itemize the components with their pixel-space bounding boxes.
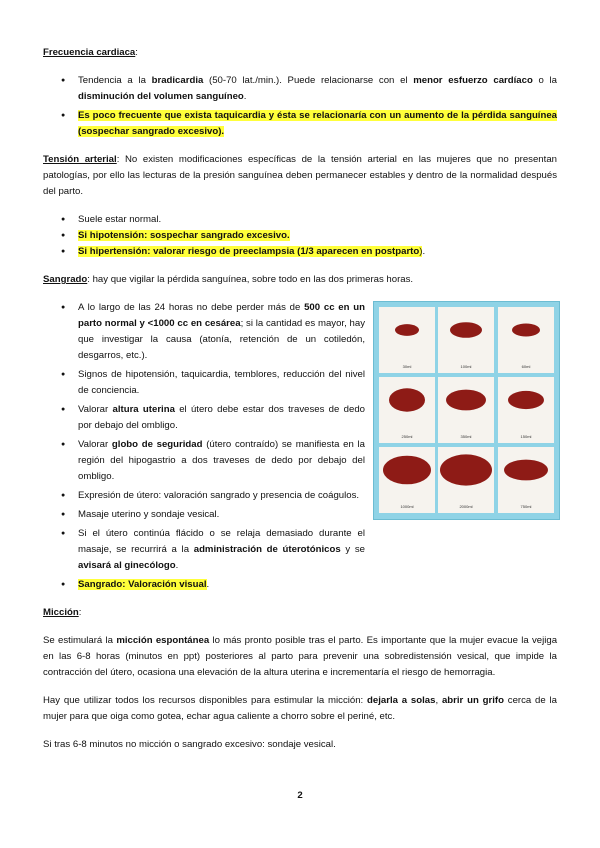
freq-list [43, 73, 557, 140]
blood-tile: 150ml [498, 377, 554, 443]
blood-tile: 2000ml [438, 447, 494, 513]
page-number: 2 [297, 790, 303, 801]
sangrado-list [43, 300, 365, 593]
blood-tile: 250ml [379, 377, 435, 443]
blood-tile: 30ml [379, 307, 435, 373]
tension-list [43, 212, 557, 260]
list-item: ● Es poco frecuente que exista taquicardia y ésta se relacionaría con un aumento de la pérdida sanguínea (sospechar sangrado excesivo). [43, 108, 557, 140]
list-item: ● A lo largo de las 24 horas no debe perder más de 500 cc en un parto normal y <1000 cc en cesárea; si la cantidad es mayor, hay que investigar la causa (atonía, retención de un cotiledón, desgarros, etc.). [43, 300, 365, 364]
sangrado-paragraph: Sangrado: hay que vigilar la pérdida sanguínea, sobre todo en las dos primeras horas. [43, 274, 414, 285]
list-item: ● Si hipotensión: sospechar sangrado excesivo. [43, 228, 557, 244]
miccion-heading: Micción: [43, 607, 82, 618]
blood-tile: 1000ml [379, 447, 435, 513]
list-item: ● Signos de hipotensión, taquicardia, temblores, reducción del nivel de conciencia. [43, 367, 365, 399]
blood-tile: 350ml [438, 377, 494, 443]
list-item: ● Valorar altura uterina el útero debe estar dos traveses de dedo por debajo del ombligo. [43, 402, 365, 434]
list-item: ● Suele estar normal. [43, 212, 557, 228]
list-item: ● Si el útero continúa flácido o se relaja demasiado durante el masaje, se recurrirá a la administración de úterotónicos y se avisará al ginecólogo. [43, 526, 365, 574]
tension-paragraph: Tensión arterial: No existen modificaciones específicas de la tensión arterial en las mujeres que no presentan patologías, por ello las lecturas de la presión sanguínea deben permanecer estables y dentro de la normalidad después del parto. [43, 154, 557, 197]
miccion-paragraph-1: Se estimulará la micción espontánea lo más pronto posible tras el parto. Es importante que la mujer evacue la vejiga en las 6-8 horas (minutos en ppt) posteriores al parto para prevenir una sobredistensión vesical, que impide la contracción del útero, ocasiona una elevación de la altura uterina e incrementaría el riesgo de hemorragia. [43, 635, 558, 678]
blood-tile: 750ml [498, 447, 554, 513]
miccion-paragraph-3: Si tras 6-8 minutos no micción o sangrado excesivo: sondaje vesical. [43, 739, 336, 750]
blood-loss-figure [373, 301, 560, 520]
miccion-paragraph-2: Hay que utilizar todos los recursos disponibles para estimular la micción: dejarla a solas, abrir un grifo cerca de la mujer para que oiga como gotea, echar agua caliente a chorro sobre el periné, etc. [43, 695, 557, 722]
list-item: ● Masaje uterino y sondaje vesical. [43, 507, 365, 523]
list-item: ● Tendencia a la bradicardia (50-70 lat./min.). Puede relacionarse con el menor esfuerzo cardíaco o la disminución del volumen sanguíneo. [43, 73, 557, 105]
blood-tile: 60ml [498, 307, 554, 373]
list-item: ● Sangrado: Valoración visual. [43, 577, 365, 593]
freq-heading: Frecuencia cardiaca: [43, 47, 138, 58]
list-item: ● Valorar globo de seguridad (útero contraído) se manifiesta en la región del hipogastrio a dos traveses de dedo por debajo del ombligo. [43, 437, 365, 485]
list-item: ● Si hipertensión: valorar riesgo de preeclampsia (1/3 aparecen en postparto). [43, 244, 557, 260]
blood-tile: 100ml [438, 307, 494, 373]
list-item: ● Expresión de útero: valoración sangrado y presencia de coágulos. [43, 488, 365, 504]
